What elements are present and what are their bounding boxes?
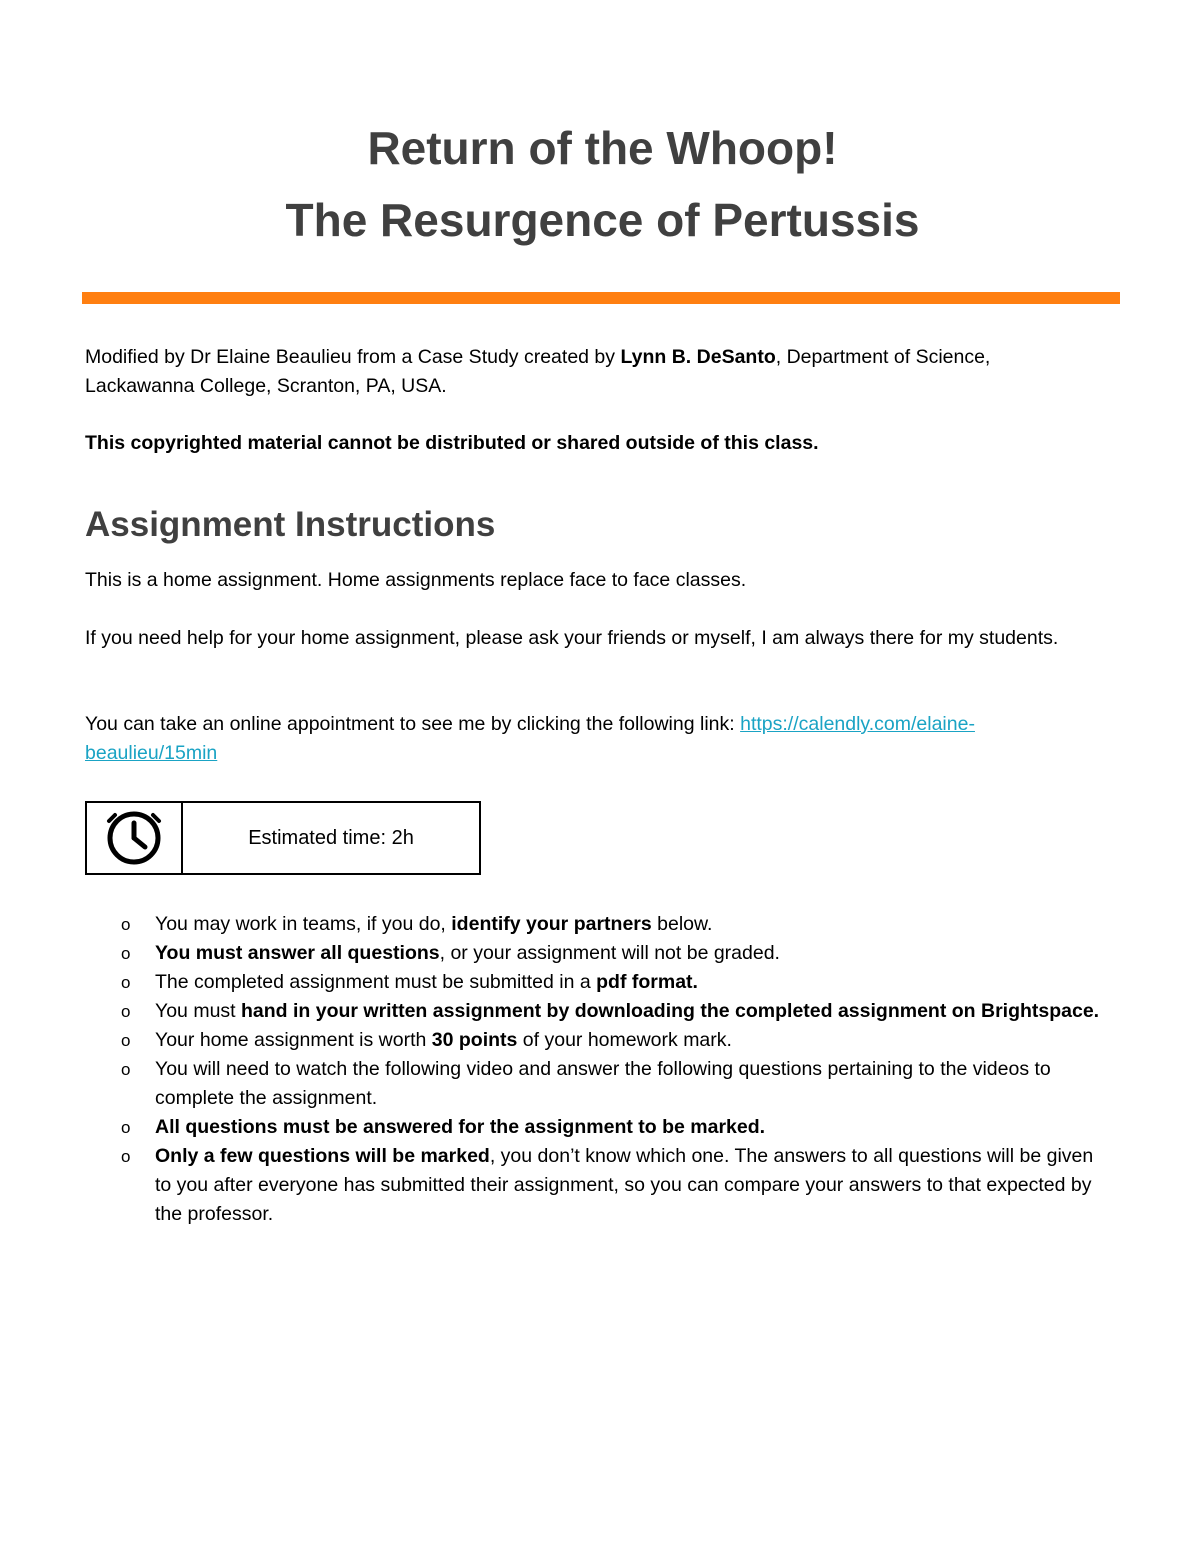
bullet-text: You may work in teams, if you do,: [155, 913, 452, 935]
credit-paragraph: [85, 343, 1105, 401]
appointment-paragraph: [85, 710, 1105, 768]
list-item: [85, 1026, 1105, 1055]
bullet-text: Your home assignment is worth: [155, 1029, 432, 1051]
credit-author: Lynn B. DeSanto: [620, 346, 776, 368]
bullet-marker: o: [121, 1002, 131, 1021]
list-item: [85, 939, 1105, 968]
bullet-bold: Only a few questions will be marked: [155, 1145, 490, 1167]
list-item: [85, 1055, 1105, 1113]
credit-text-2: , Department of Science, Lackawanna College, Scranton, PA, USA.: [85, 346, 991, 397]
orange-divider: [82, 292, 1120, 304]
home-assignment-text: This is a home assignment. Home assignments replace face to face classes.: [85, 569, 747, 591]
bullet-bold: hand in your written assignment by downloading the completed assignment on Brightspace.: [241, 1000, 1100, 1022]
bullet-marker: o: [121, 1118, 131, 1137]
list-item: [85, 1113, 1105, 1142]
bullet-text: You must: [155, 1000, 241, 1022]
bullet-text: You will need to watch the following video and answer the following questions pertaining to the videos to complete the assignment.: [155, 1058, 1051, 1109]
document-title: [85, 112, 1120, 256]
bullet-bold: identify your partners: [451, 913, 652, 935]
title-line-2: The Resurgence of Pertussis: [285, 194, 920, 246]
help-text: If you need help for your home assignment, please ask your friends or myself, I am always there for my students.: [85, 627, 1059, 649]
list-item: [85, 997, 1105, 1026]
clock-icon: [87, 803, 183, 873]
estimated-time-label: Estimated time: 2h: [248, 826, 414, 849]
appointment-text: You can take an online appointment to see me by clicking the following link:: [85, 713, 741, 735]
bullet-marker: o: [121, 973, 131, 992]
bullet-bold: 30 points: [431, 1029, 518, 1051]
bullet-bold: pdf format.: [596, 971, 698, 993]
bullet-bold: All questions must be answered for the assignment to be marked.: [155, 1116, 766, 1138]
list-item: [85, 910, 1105, 939]
estimated-time-box: [85, 801, 481, 875]
bullet-marker: o: [121, 1147, 131, 1166]
copyright-notice: This copyrighted material cannot be distributed or shared outside of this class.: [85, 432, 819, 454]
bullet-text: below.: [651, 913, 713, 935]
bullet-text: The completed assignment must be submitted in a: [155, 971, 597, 993]
section-heading: Assignment Instructions: [85, 505, 496, 544]
instructions-list: [85, 910, 1105, 1229]
calendly-link[interactable]: https://calendly.com/elaine-beaulieu/15min: [85, 713, 975, 764]
bullet-marker: o: [121, 1031, 131, 1050]
list-item: [85, 968, 1105, 997]
bullet-text: , you don’t know which one. The answers to all questions will be given to you after everyone has submitted their assignment, so you can compare your answers to that expected by the professor.: [155, 1145, 1094, 1225]
bullet-bold: You must answer all questions: [155, 942, 440, 964]
credit-text-1: Modified by Dr Elaine Beaulieu from a Case Study created by: [85, 346, 621, 368]
list-item: [85, 1142, 1105, 1229]
bullet-marker: o: [121, 915, 131, 934]
bullet-text: of your homework mark.: [517, 1029, 732, 1051]
bullet-text: , or your assignment will not be graded.: [439, 942, 780, 964]
bullet-marker: o: [121, 1060, 131, 1079]
bullet-marker: o: [121, 944, 131, 963]
title-line-1: Return of the Whoop!: [367, 122, 838, 174]
